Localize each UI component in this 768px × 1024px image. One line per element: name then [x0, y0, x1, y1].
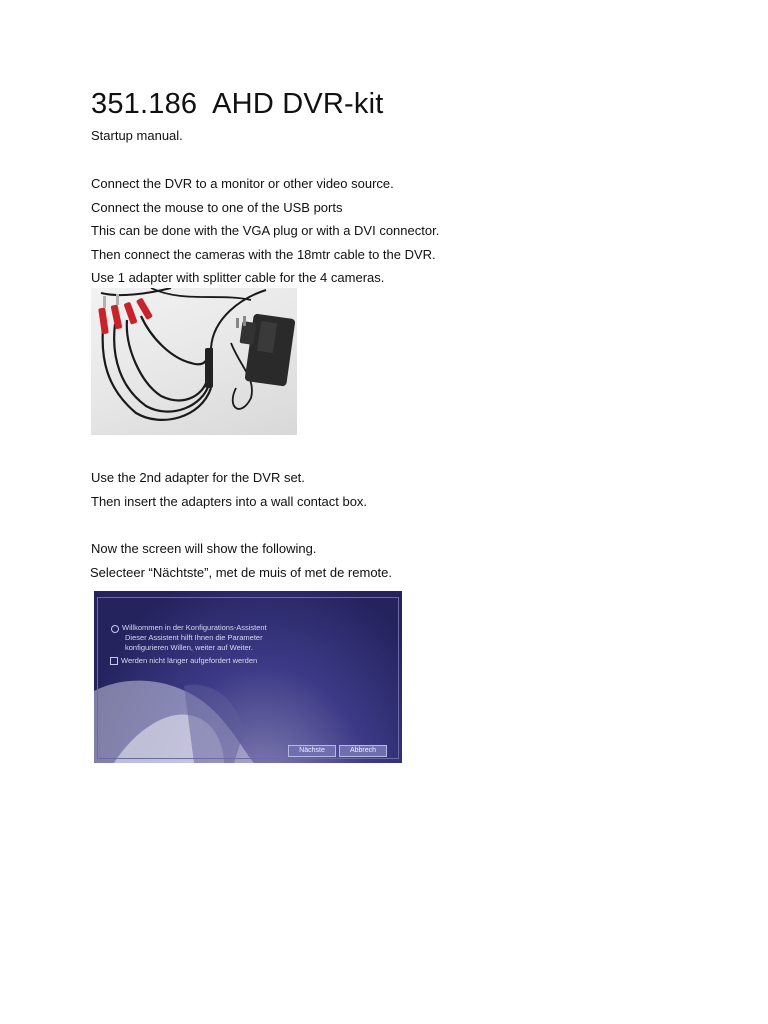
radio-icon: [111, 625, 119, 633]
dvr-welcome-line: konfigurieren Willen, weiter auf Weiter.: [125, 643, 253, 652]
document-title: 351.186 AHD DVR-kit: [91, 88, 384, 120]
dvr-cancel-button[interactable]: Abbrech: [339, 745, 387, 757]
instruction-line: Selecteer “Nächtste”, met de muis of met de remote.: [90, 565, 393, 580]
dvr-wizard-photo: [94, 591, 402, 763]
dvr-checkbox[interactable]: [110, 657, 118, 665]
dvr-window-frame: [97, 597, 399, 759]
instruction-line: Then connect the cameras with the 18mtr cable to the DVR.: [91, 247, 436, 262]
adapter-splitter-illustration: [91, 288, 297, 435]
dvr-next-button[interactable]: Nächste: [288, 745, 336, 757]
instruction-line: Then insert the adapters into a wall contact box.: [91, 494, 368, 509]
instruction-line: Connect the DVR to a monitor or other video source.: [91, 176, 394, 191]
instruction-line: Use the 2nd adapter for the DVR set.: [91, 470, 305, 485]
adapter-splitter-photo: [91, 288, 297, 435]
dvr-welcome-line: Willkommen in der Konfigurations-Assistent: [122, 623, 267, 632]
instruction-line: Now the screen will show the following.: [91, 541, 317, 556]
dvr-welcome-line: Dieser Assistent hilft Ihnen die Parameter: [125, 633, 263, 642]
instruction-line: This can be done with the VGA plug or with a DVI connector.: [91, 223, 440, 238]
instruction-line: Connect the mouse to one of the USB ports: [91, 200, 343, 215]
instruction-line: Use 1 adapter with splitter cable for the 4 cameras.: [91, 270, 385, 285]
document-subtitle: Startup manual.: [91, 128, 183, 143]
dvr-checkbox-label: Werden nicht länger aufgefordert werden: [121, 656, 258, 665]
